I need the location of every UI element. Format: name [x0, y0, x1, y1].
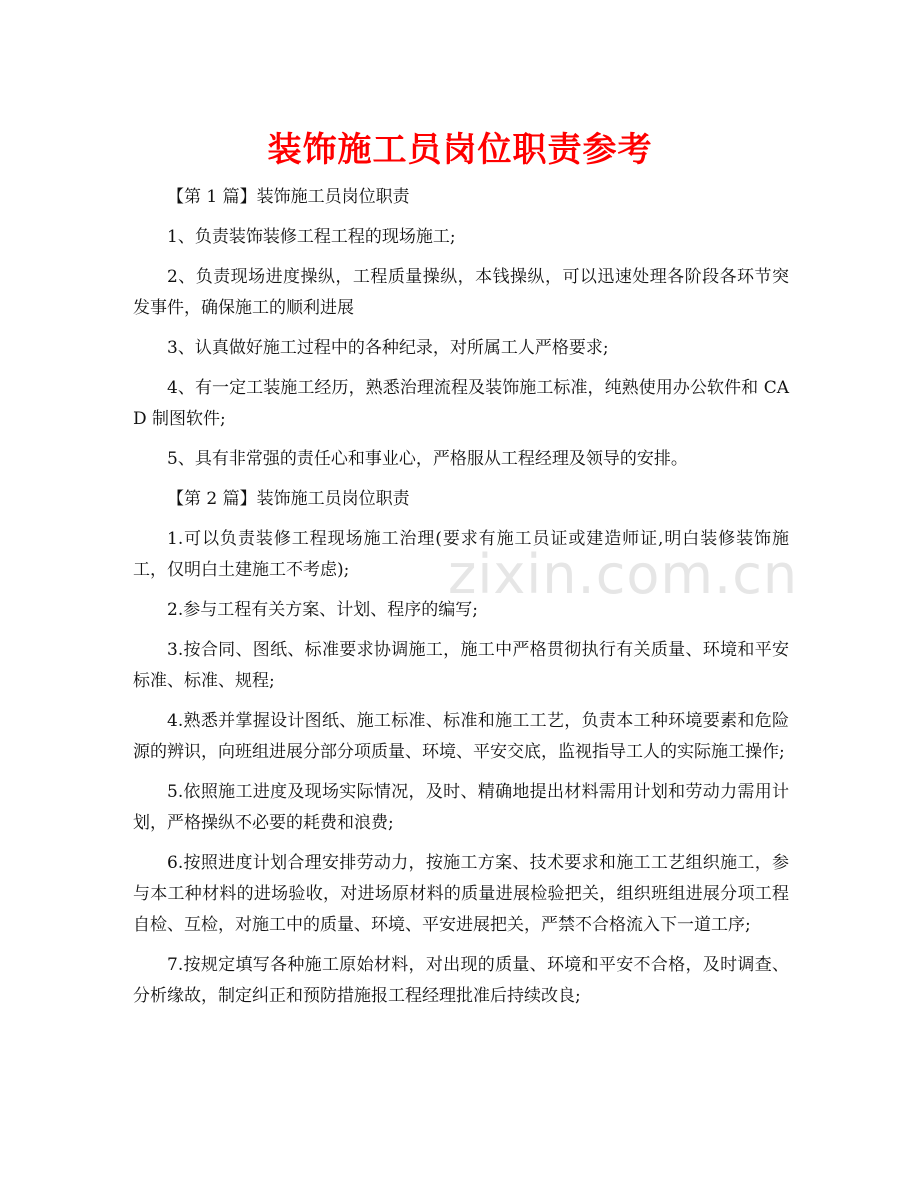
paragraph: 2.参与工程有关方案、计划、程序的编写; — [167, 600, 478, 620]
paragraph: 2、负责现场进度操纵，工程质量操纵，本钱操纵，可以迅速处理各阶段各环节突发事件，确保施工的顺利进展 — [133, 267, 789, 318]
document-title: 装饰施工员岗位职责参考 — [267, 130, 653, 170]
paragraph: 4、有一定工装施工经历，熟悉治理流程及装饰施工标准，纯熟使用办公软件和 CAD 制图软件; — [133, 378, 789, 429]
section-heading-1: 【第 1 篇】装饰施工员岗位职责 — [167, 187, 410, 207]
paragraph: 3.按合同、图纸、标准要求协调施工，施工中严格贯彻执行有关质量、环境和平安标准、标准、规程; — [133, 640, 789, 691]
paragraph: 7.按规定填写各种施工原始材料，对出现的质量、环境和平安不合格，及时调查、分析缘故，制定纠正和预防措施报工程经理批准后持续改良; — [133, 955, 789, 1006]
paragraph: 1、负责装饰装修工程工程的现场施工; — [167, 227, 456, 247]
paragraph: 3、认真做好施工过程中的各种纪录，对所属工人严格要求; — [167, 338, 609, 358]
watermark: zixin.com.cn — [448, 543, 799, 606]
paragraph: 4.熟悉并掌握设计图纸、施工标准、标准和施工工艺，负责本工种环境要素和危险源的辨识，向班组进展分部分项质量、环境、平安交底，监视指导工人的实际施工操作; — [133, 711, 789, 762]
paragraph: 5.依照施工进度及现场实际情况，及时、精确地提出材料需用计划和劳动力需用计划，严格操纵不必要的耗费和浪费; — [133, 782, 789, 833]
paragraph: 5、具有非常强的责任心和事业心，严格服从工程经理及领导的安排。 — [167, 449, 688, 469]
paragraph: 1.可以负责装修工程现场施工治理(要求有施工员证或建造师证,明白装修装饰施工，仅明白土建施工不考虑); — [133, 529, 789, 580]
section-heading-2: 【第 2 篇】装饰施工员岗位职责 — [167, 489, 410, 509]
document-body — [133, 182, 789, 1021]
paragraph: 6.按照进度计划合理安排劳动力，按施工方案、技术要求和施工工艺组织施工，参与本工种材料的进场验收，对进场原材料的质量进展检验把关，组织班组进展分项工程自检、互检，对施工中的质量、环境、平安进展把关，严禁不合格流入下一道工序; — [133, 853, 789, 935]
